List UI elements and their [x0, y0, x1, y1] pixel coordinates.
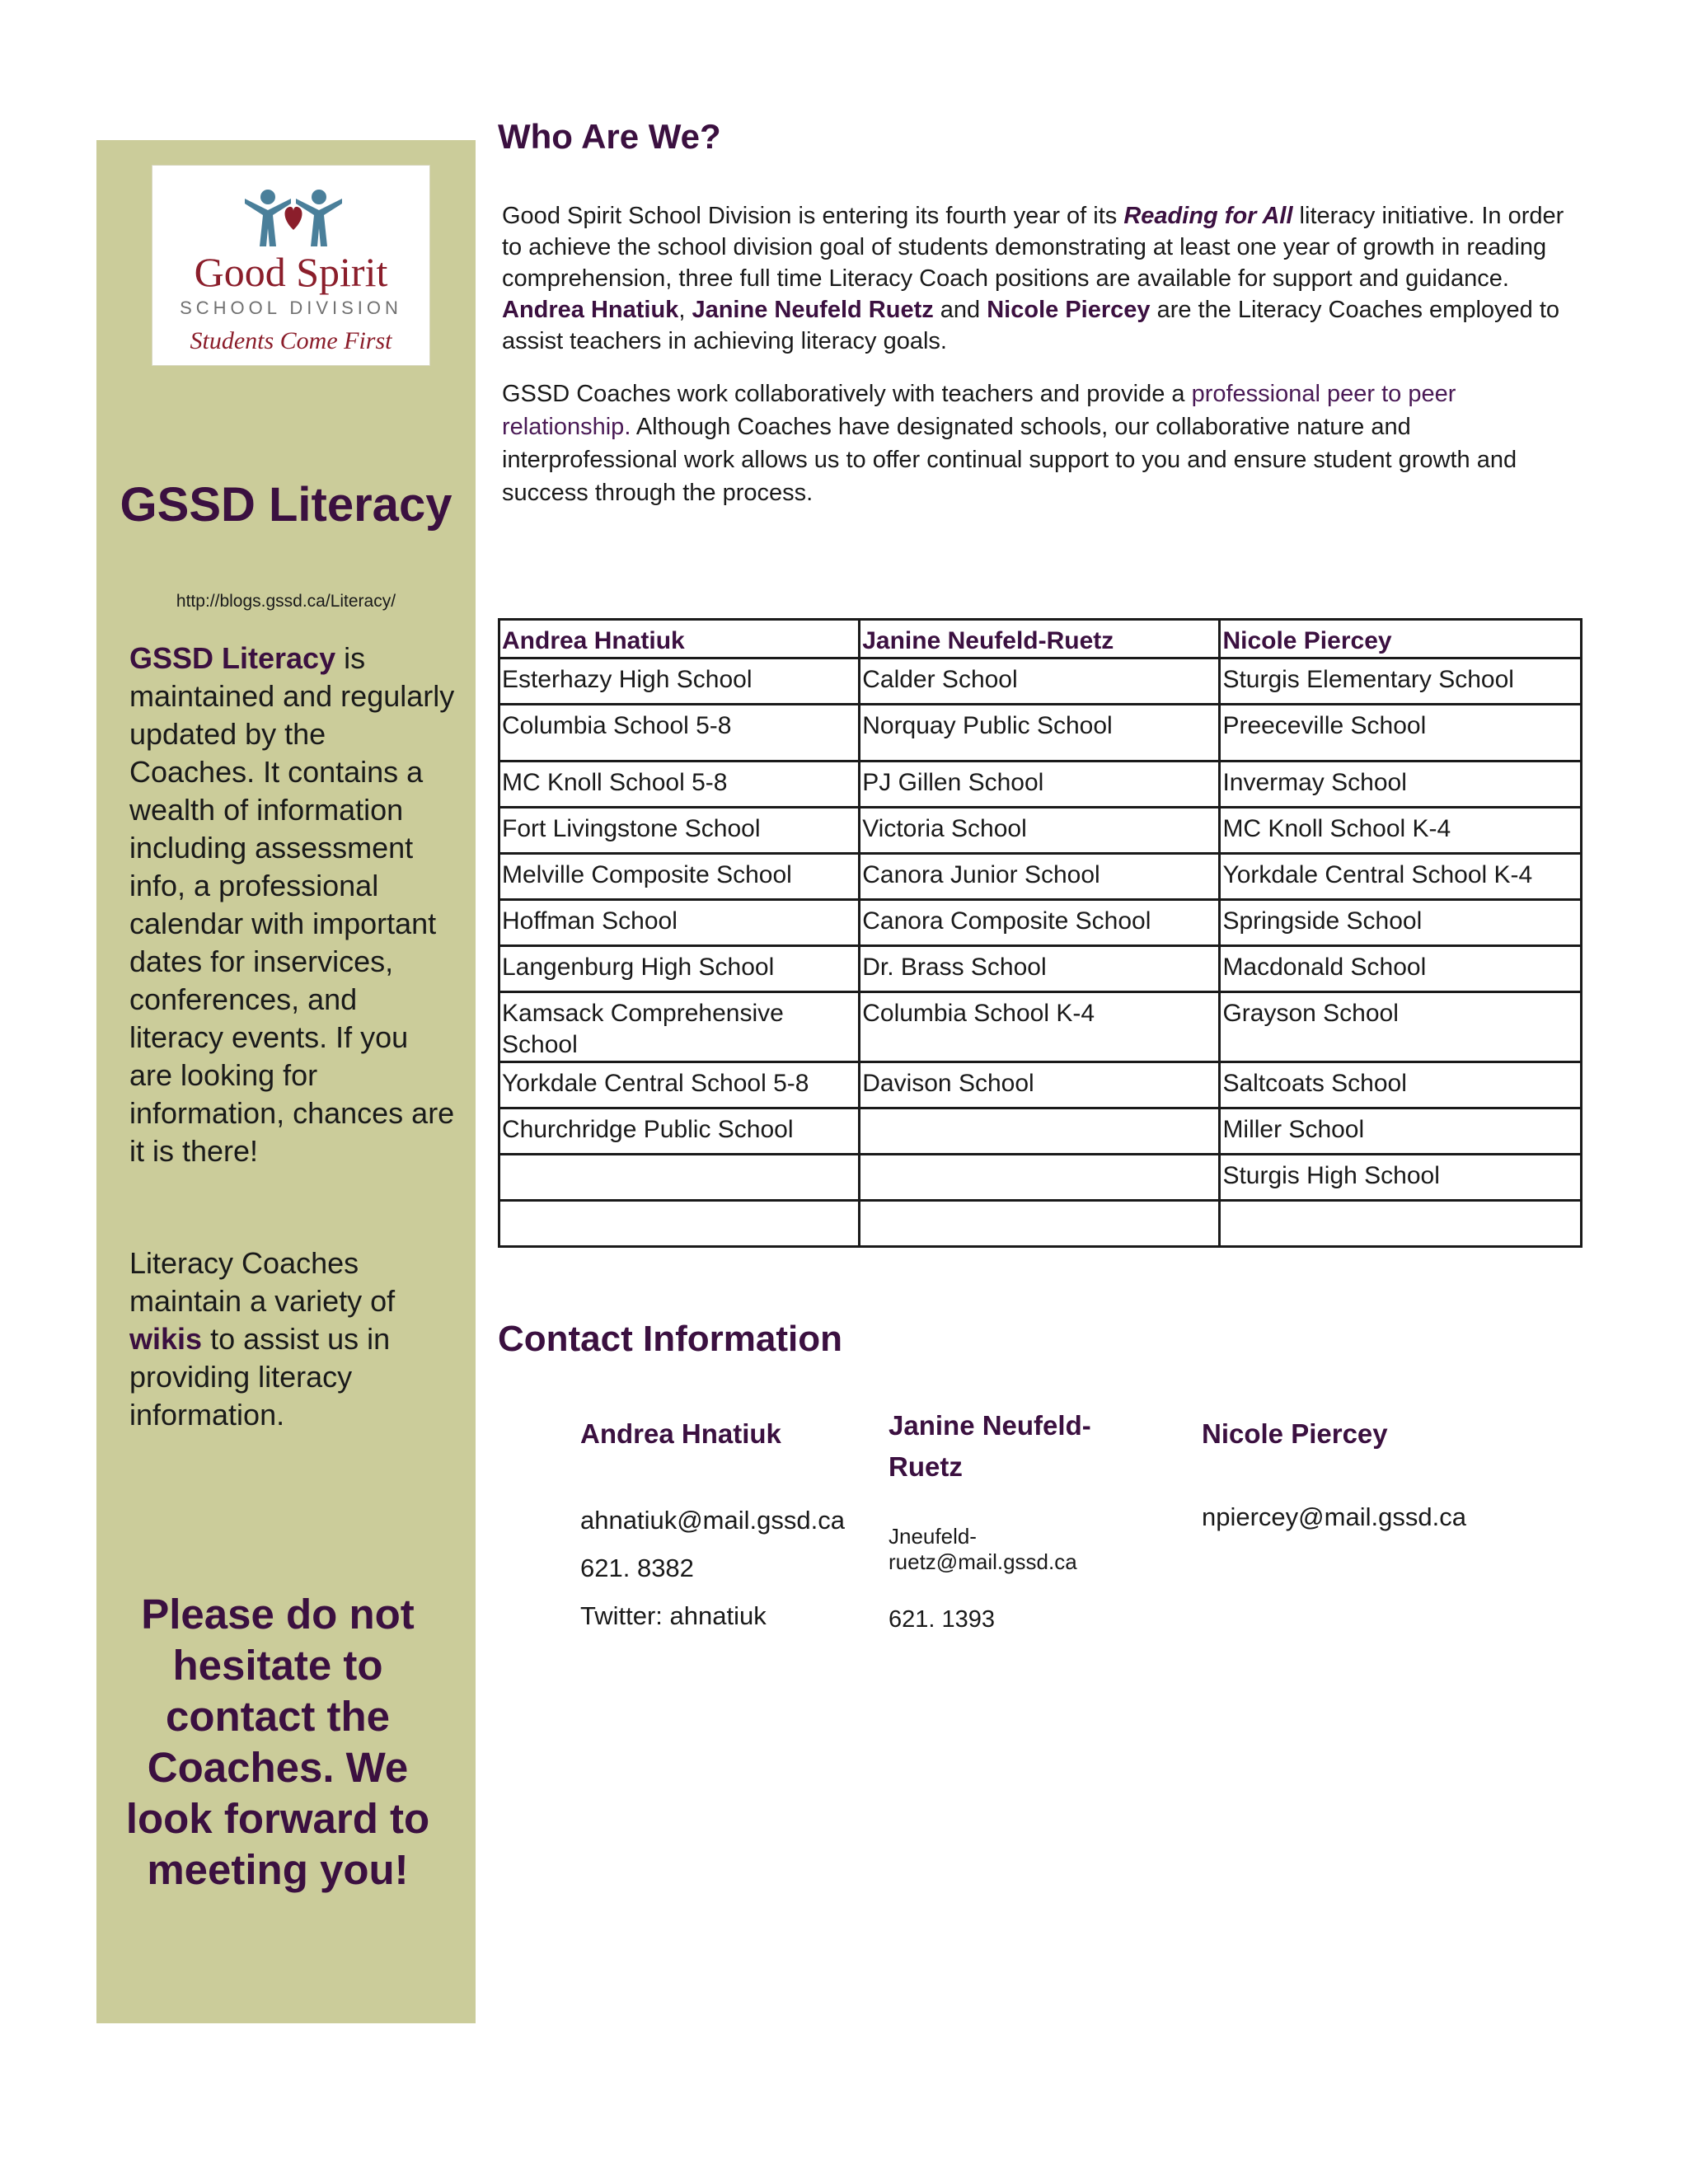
table-cell: Dr. Brass School — [860, 946, 1220, 992]
who-are-we-heading: Who Are We? — [498, 117, 721, 156]
table-cell: Columbia School K-4 — [860, 992, 1220, 1062]
table-cell: Springside School — [1220, 900, 1582, 946]
table-cell: Preeceville School — [1220, 705, 1582, 762]
coach-name-1: Andrea Hnatiuk — [502, 297, 679, 323]
table-cell: Kamsack Comprehensive School — [499, 992, 860, 1062]
contact-phone: 621. 8382 — [580, 1554, 694, 1582]
logo-tagline: Students Come First — [190, 327, 392, 354]
table-cell — [860, 1155, 1220, 1201]
contact-twitter[interactable]: Twitter: ahnatiuk — [580, 1601, 767, 1630]
table-cell — [1220, 1201, 1582, 1247]
table-cell: Sturgis High School — [1220, 1155, 1582, 1201]
table-header-row — [499, 620, 1582, 658]
table-cell: Hoffman School — [499, 900, 860, 946]
table-cell: Fort Livingstone School — [499, 808, 860, 854]
table-row — [499, 762, 1582, 808]
table-row — [499, 808, 1582, 854]
table-cell: Canora Junior School — [860, 854, 1220, 900]
contact-name: Andrea Hnatiuk — [580, 1418, 781, 1449]
table-row — [499, 854, 1582, 900]
intro-sep: , — [678, 297, 692, 323]
table-cell: Victoria School — [860, 808, 1220, 854]
table-row — [499, 992, 1582, 1062]
logo-text-school-division: SCHOOL DIVISION — [180, 298, 402, 318]
logo-figures-icon — [152, 166, 429, 256]
table-row — [499, 658, 1582, 705]
table-row — [499, 900, 1582, 946]
blog-description-text: is maintained and regularly updated by the Coaches. It contains a wealth of information including assessment info, a professional calendar with important dates for inservices, conferences, and literacy events. If you are looking for information, chances are it is there! — [129, 641, 455, 1168]
table-cell: Davison School — [860, 1062, 1220, 1108]
table-cell: Yorkdale Central School 5-8 — [499, 1062, 860, 1108]
table-row — [499, 1201, 1582, 1247]
schools-table — [498, 618, 1582, 1248]
sidebar-call-to-action: Please do not hesitate to contact the Coaches. We look forward to meeting you! — [125, 1591, 430, 1893]
table-row — [499, 1062, 1582, 1108]
intro-and: and — [933, 297, 987, 323]
collab-text-2: Although Coaches have designated schools, our collaborative nature and interprofessional work allows us to offer continual support to you and ensure student growth and success through the process. — [502, 414, 1517, 506]
coach-name-3: Nicole Piercey — [987, 297, 1151, 323]
table-cell: Esterhazy High School — [499, 658, 860, 705]
contact-phone: 621. 1393 — [889, 1606, 996, 1633]
gssd-logo — [152, 165, 430, 366]
table-cell: Canora Composite School — [860, 900, 1220, 946]
contact-card-janine — [889, 1405, 1136, 1633]
sidebar-url[interactable]: http://blogs.gssd.ca/Literacy/ — [176, 592, 396, 611]
table-cell: Columbia School 5-8 — [499, 705, 860, 762]
table-header-cell: Nicole Piercey — [1220, 620, 1582, 658]
contact-card-andrea — [580, 1405, 877, 1631]
table-cell: Langenburg High School — [499, 946, 860, 992]
contact-information-heading: Contact Information — [498, 1319, 842, 1359]
coach-name-2: Janine Neufeld Ruetz — [692, 297, 934, 323]
intro-text-1: Good Spirit School Division is entering its fourth year of its — [502, 203, 1124, 229]
collab-text-1: GSSD Coaches work collaboratively with teachers and provide a — [502, 381, 1192, 407]
sidebar-blog-description — [129, 640, 459, 1170]
table-cell: Yorkdale Central School K-4 — [1220, 854, 1582, 900]
contact-email[interactable]: Jneufeld-ruetz@mail.gssd.ca — [889, 1524, 1077, 1574]
wikis-text-start: Literacy Coaches maintain a variety of — [129, 1246, 396, 1318]
table-cell: Churchridge Public School — [499, 1108, 860, 1155]
collaboration-paragraph — [502, 377, 1565, 509]
table-cell: PJ Gillen School — [860, 762, 1220, 808]
table-cell: Melville Composite School — [499, 854, 860, 900]
sidebar-title: GSSD Literacy — [120, 478, 452, 532]
contact-email[interactable]: npiercey@mail.gssd.ca — [1202, 1502, 1466, 1531]
table-header-cell: Andrea Hnatiuk — [499, 620, 860, 658]
contact-name: Janine Neufeld-Ruetz — [889, 1410, 1091, 1482]
wikis-text-end: to assist us in providing literacy information. — [129, 1322, 391, 1432]
table-cell: Sturgis Elementary School — [1220, 658, 1582, 705]
intro-paragraph — [502, 200, 1565, 357]
table-cell — [499, 1201, 860, 1247]
table-cell — [860, 1108, 1220, 1155]
table-cell: Saltcoats School — [1220, 1062, 1582, 1108]
intro-text-2: literacy initiative. In order to achieve the school division goal of students demonstrating at least one year of growth in reading comprehension, three full time Literacy Coach positions are available for support and guidance. — [502, 203, 1564, 292]
table-cell: MC Knoll School K-4 — [1220, 808, 1582, 854]
collab-highlight: professional peer to peer relationship. — [502, 381, 1456, 440]
sidebar-wikis-description — [129, 1244, 459, 1434]
table-row — [499, 946, 1582, 992]
blog-name: GSSD Literacy — [129, 641, 336, 675]
table-cell — [860, 1201, 1220, 1247]
table-cell: Macdonald School — [1220, 946, 1582, 992]
table-cell: Norquay Public School — [860, 705, 1220, 762]
wikis-link[interactable]: wikis — [129, 1322, 203, 1356]
table-header-cell: Janine Neufeld-Ruetz — [860, 620, 1220, 658]
table-row — [499, 1155, 1582, 1201]
table-cell: Miller School — [1220, 1108, 1582, 1155]
table-cell: Invermay School — [1220, 762, 1582, 808]
contact-name: Nicole Piercey — [1202, 1418, 1388, 1449]
contact-card-nicole — [1202, 1405, 1498, 1532]
table-cell: Grayson School — [1220, 992, 1582, 1062]
intro-text-3: are the Literacy Coaches employed to assist teachers in achieving literacy goals. — [502, 297, 1560, 354]
logo-text-good-spirit: Good Spirit — [194, 249, 388, 295]
program-name: Reading for All — [1123, 203, 1293, 229]
contact-email[interactable]: ahnatiuk@mail.gssd.ca — [580, 1506, 845, 1535]
table-row — [499, 705, 1582, 762]
table-row — [499, 1108, 1582, 1155]
table-cell — [499, 1155, 860, 1201]
table-cell: Calder School — [860, 658, 1220, 705]
table-cell: MC Knoll School 5-8 — [499, 762, 860, 808]
